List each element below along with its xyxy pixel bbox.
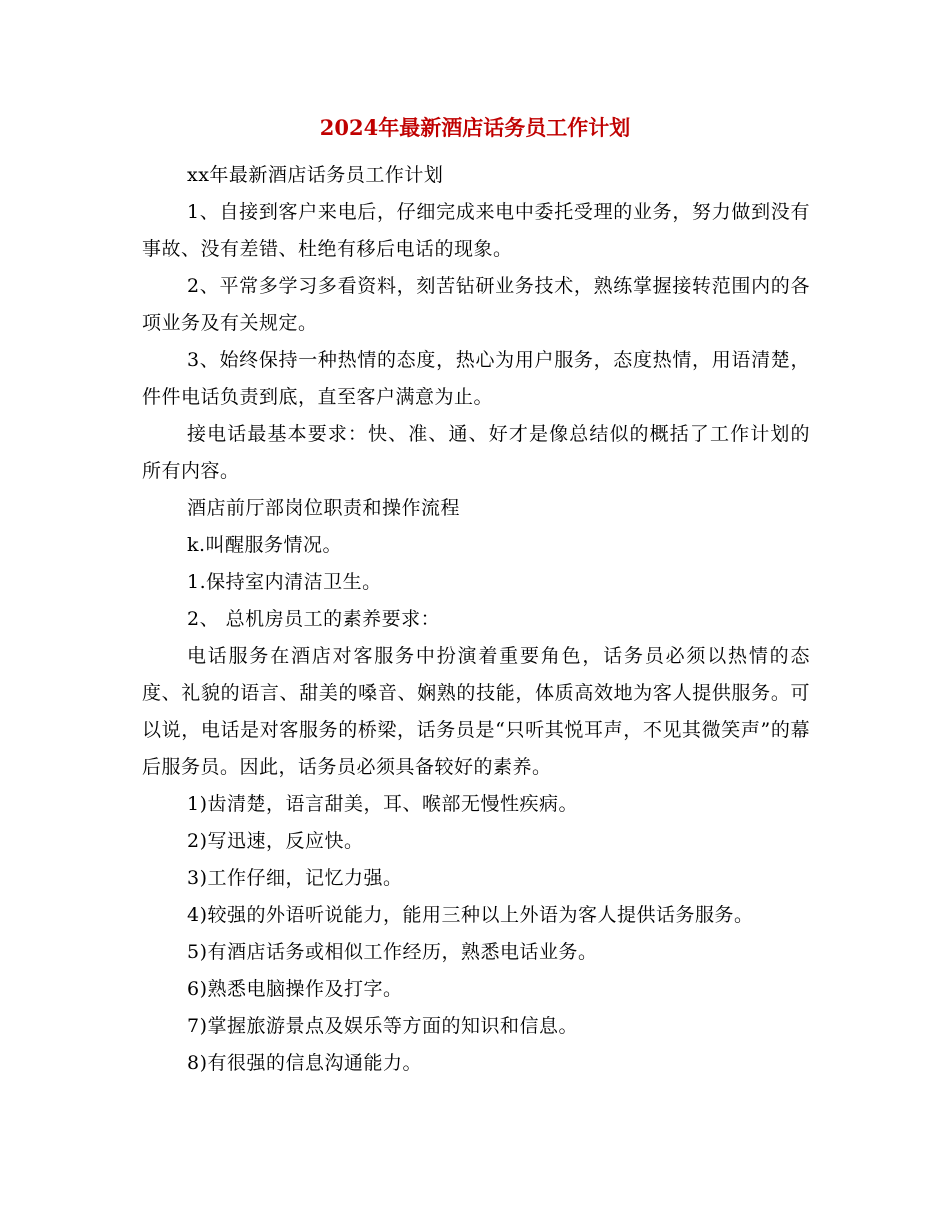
- paragraph-basic-requirements: 接电话最基本要求：快、准、通、好才是像总结似的概括了工作计划的所有内容。: [142, 423, 810, 482]
- list-item-8: 8)有很强的信息沟通能力。: [187, 1052, 423, 1074]
- paragraph-section-heading: 酒店前厅部岗位职责和操作流程: [187, 497, 461, 519]
- paragraph-item-3: 3、始终保持一种热情的态度，热心为用户服务，态度热情，用语清楚，件件电话负责到底，直至客户满意为止。: [142, 349, 810, 408]
- paragraph-wakeup-service: k.叫醒服务情况。: [187, 534, 343, 556]
- list-item-5: 5)有酒店话务或相似工作经历，熟悉电话业务。: [187, 941, 598, 963]
- list-item-3: 3)工作仔细，记忆力强。: [187, 867, 403, 889]
- paragraph-cleanliness: 1.保持室内清洁卫生。: [187, 571, 382, 593]
- list-item-1: 1)齿清楚，语言甜美，耳、喉部无慢性疾病。: [187, 793, 579, 815]
- paragraph-subtitle: xx年最新酒店话务员工作计划: [187, 164, 444, 186]
- document-title: 2024年最新酒店话务员工作计划: [319, 115, 631, 140]
- paragraph-item-1: 1、自接到客户来电后，仔细完成来电中委托受理的业务，努力做到没有事故、没有差错、杜绝有移后电话的现象。: [142, 201, 810, 260]
- paragraph-staff-requirements: 2、 总机房员工的素养要求：: [187, 608, 441, 630]
- document-body: [142, 157, 810, 1082]
- list-item-7: 7)掌握旅游景点及娱乐等方面的知识和信息。: [187, 1015, 579, 1037]
- paragraph-item-2: 2、平常多学习多看资料，刻苦钻研业务技术，熟练掌握接转范围内的各项业务及有关规定。: [142, 275, 810, 334]
- list-item-6: 6)熟悉电脑操作及打字。: [187, 978, 403, 1000]
- list-item-2: 2)写迅速，反应快。: [187, 830, 364, 852]
- paragraph-phone-service: 电话服务在酒店对客服务中扮演着重要角色，话务员必须以热情的态度、礼貌的语言、甜美的嗓音、娴熟的技能，体质高效地为客人提供服务。可以说，电话是对客服务的桥梁，话务员是“只听其悦耳声，不见其微笑声”的幕后服务员。因此，话务员必须具备较好的素养。: [142, 645, 810, 778]
- list-item-4: 4)较强的外语听说能力，能用三种以上外语为客人提供话务服务。: [187, 904, 754, 926]
